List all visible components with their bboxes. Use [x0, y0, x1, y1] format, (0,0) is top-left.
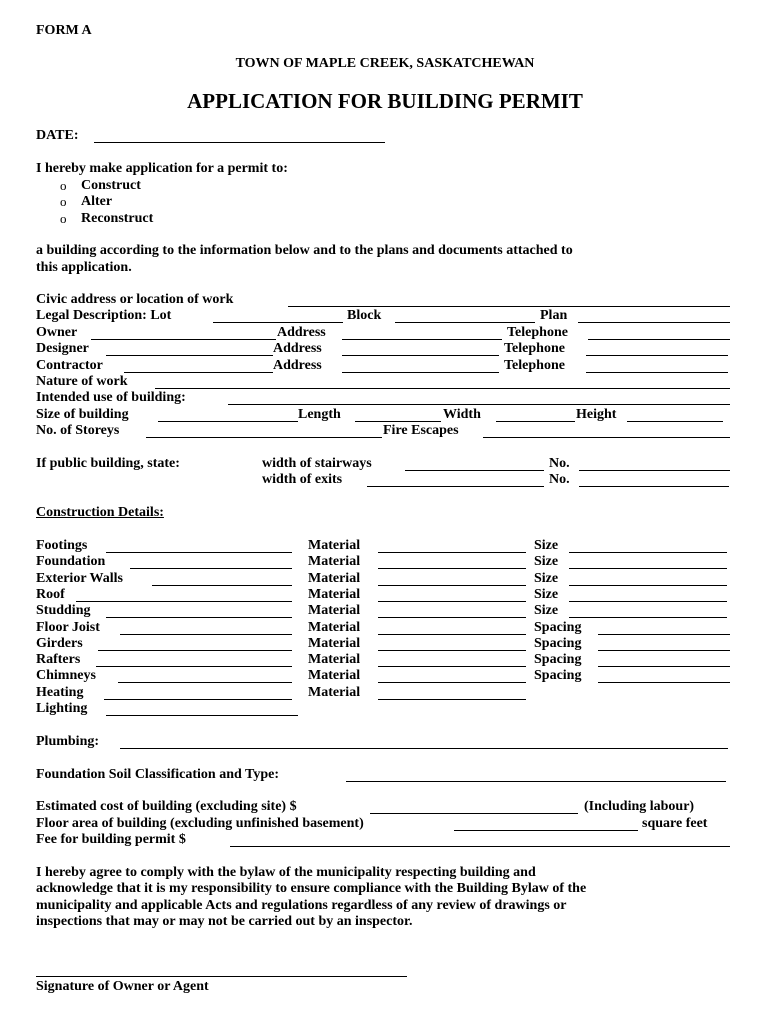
material-field[interactable] — [378, 617, 526, 618]
size-label: Size — [534, 538, 559, 553]
construction-item-label: Exterior Walls — [36, 571, 123, 586]
town-name: TOWN OF MAPLE CREEK, SASKATCHEWAN — [235, 56, 535, 71]
material-label: Material — [308, 636, 361, 651]
material-label: Material — [308, 668, 361, 683]
exits-no-label: No. — [549, 472, 570, 487]
material-field[interactable] — [378, 666, 526, 667]
construction-item-label: Footings — [36, 538, 88, 553]
width-label: Width — [443, 407, 481, 422]
material-field[interactable] — [378, 552, 526, 553]
height-label: Height — [576, 407, 617, 422]
construction-item-label: Roof — [36, 587, 65, 602]
size-field[interactable] — [569, 568, 727, 569]
soil-label: Foundation Soil Classification and Type: — [36, 767, 279, 782]
floor-area-label: Floor area of building (excluding unfinished basement) — [36, 816, 364, 831]
material-label: Material — [308, 652, 361, 667]
agreement-line: inspections that may or may not be carried out by an inspector. — [36, 914, 413, 929]
material-field[interactable] — [378, 585, 526, 586]
option-circle-icon[interactable]: o — [60, 178, 67, 193]
contractor-telephone-label: Telephone — [504, 358, 565, 373]
option-alter: Alter — [81, 194, 113, 209]
date-label: DATE: — [36, 128, 79, 143]
lot-field[interactable] — [213, 322, 343, 323]
agreement-line: municipality and applicable Acts and regulations regardless of any review of drawings or — [36, 898, 567, 913]
size-label: Size — [534, 571, 559, 586]
civic-address-field[interactable] — [288, 306, 730, 307]
material-label: Material — [308, 603, 361, 618]
size-of-building-label: Size of building — [36, 407, 129, 422]
form-label: FORM A — [36, 23, 92, 38]
nature-of-work-field[interactable] — [155, 388, 730, 389]
block-label: Block — [347, 308, 382, 323]
material-label: Material — [308, 554, 361, 569]
construction-item-label: Heating — [36, 685, 84, 700]
legal-description-label: Legal Description: Lot — [36, 308, 172, 323]
construction-item-field[interactable] — [104, 699, 292, 700]
stairways-label: width of stairways — [262, 456, 372, 471]
designer-label: Designer — [36, 341, 89, 356]
designer-address-field[interactable] — [342, 355, 499, 356]
signature-field[interactable] — [36, 976, 407, 977]
construction-item-label: Foundation — [36, 554, 106, 569]
intro-text: I hereby make application for a permit to: — [36, 161, 288, 176]
construction-item-field[interactable] — [96, 666, 292, 667]
construction-item-label: Rafters — [36, 652, 81, 667]
construction-item-field[interactable] — [106, 617, 292, 618]
spacing-label: Spacing — [534, 620, 582, 635]
designer-address-label: Address — [273, 341, 322, 356]
spacing-field[interactable] — [598, 650, 730, 651]
contractor-label: Contractor — [36, 358, 103, 373]
plumbing-label: Plumbing: — [36, 734, 100, 749]
exits-label: width of exits — [262, 472, 343, 487]
owner-label: Owner — [36, 325, 78, 340]
size-field[interactable] — [569, 617, 727, 618]
owner-field[interactable] — [91, 339, 276, 340]
contractor-field[interactable] — [124, 372, 273, 373]
owner-address-label: Address — [277, 325, 326, 340]
material-field[interactable] — [378, 568, 526, 569]
construction-item-label: Studding — [36, 603, 91, 618]
cost-label: Estimated cost of building (excluding site) $ — [36, 799, 297, 814]
option-circle-icon[interactable]: o — [60, 211, 67, 226]
spacing-label: Spacing — [534, 668, 582, 683]
nature-of-work-label: Nature of work — [36, 374, 128, 389]
stairways-no-field[interactable] — [579, 470, 730, 471]
intended-use-label: Intended use of building: — [36, 390, 186, 405]
cost-field[interactable] — [370, 813, 578, 814]
block-field[interactable] — [395, 322, 535, 323]
fee-label: Fee for building permit $ — [36, 832, 186, 847]
storeys-label: No. of Storeys — [36, 423, 120, 438]
contractor-address-label: Address — [273, 358, 322, 373]
height-field[interactable] — [627, 421, 723, 422]
construction-item-field[interactable] — [106, 552, 292, 553]
spacing-field[interactable] — [598, 682, 730, 683]
description-line: a building according to the information below and to the plans and documents attached to — [36, 243, 573, 258]
designer-field[interactable] — [106, 355, 273, 356]
construction-item-label: Girders — [36, 636, 83, 651]
floor-area-suffix: square feet — [642, 816, 708, 831]
exits-no-field[interactable] — [579, 486, 729, 487]
material-field[interactable] — [378, 682, 526, 683]
material-field[interactable] — [378, 634, 526, 635]
material-label: Material — [308, 538, 361, 553]
construction-item-label: Floor Joist — [36, 620, 100, 635]
option-circle-icon[interactable]: o — [60, 194, 67, 209]
plan-field[interactable] — [578, 322, 730, 323]
construction-item-label: Lighting — [36, 701, 88, 716]
contractor-address-field[interactable] — [342, 372, 499, 373]
size-label: Size — [534, 603, 559, 618]
fee-field[interactable] — [230, 846, 730, 847]
spacing-field[interactable] — [598, 634, 730, 635]
construction-item-field[interactable] — [98, 650, 292, 651]
floor-area-field[interactable] — [454, 830, 638, 831]
owner-address-field[interactable] — [342, 339, 502, 340]
stairways-no-label: No. — [549, 456, 570, 471]
size-field[interactable] — [569, 585, 727, 586]
option-reconstruct: Reconstruct — [81, 211, 154, 226]
civic-address-label: Civic address or location of work — [36, 292, 234, 307]
spacing-label: Spacing — [534, 652, 582, 667]
storeys-field[interactable] — [146, 437, 382, 438]
construction-item-field[interactable] — [152, 585, 292, 586]
width-field[interactable] — [496, 421, 575, 422]
page-title: APPLICATION FOR BUILDING PERMIT — [187, 89, 583, 113]
stairways-field[interactable] — [405, 470, 544, 471]
designer-telephone-field[interactable] — [586, 355, 728, 356]
material-field[interactable] — [378, 601, 526, 602]
construction-item-field[interactable] — [130, 568, 292, 569]
material-label: Material — [308, 571, 361, 586]
material-label: Material — [308, 685, 361, 700]
length-field[interactable] — [355, 421, 441, 422]
owner-telephone-label: Telephone — [507, 325, 568, 340]
length-label: Length — [298, 407, 341, 422]
fire-escapes-label: Fire Escapes — [383, 423, 459, 438]
plumbing-field[interactable] — [120, 748, 728, 749]
construction-item-label: Chimneys — [36, 668, 96, 683]
construction-item-field[interactable] — [76, 601, 292, 602]
intended-use-field[interactable] — [228, 404, 730, 405]
construction-item-field[interactable] — [118, 682, 292, 683]
size-label: Size — [534, 554, 559, 569]
description-line: this application. — [36, 260, 132, 275]
contractor-telephone-field[interactable] — [586, 372, 728, 373]
agreement-line: acknowledge that it is my responsibility to ensure compliance with the Building Bylaw of the — [36, 881, 587, 896]
exits-field[interactable] — [367, 486, 544, 487]
material-field[interactable] — [378, 699, 526, 700]
size-label: Size — [534, 587, 559, 602]
cost-suffix: (Including labour) — [584, 799, 695, 814]
construction-heading: Construction Details: — [36, 505, 164, 520]
agreement-line: I hereby agree to comply with the bylaw of the municipality respecting building and — [36, 865, 536, 880]
date-field[interactable] — [94, 142, 385, 143]
material-label: Material — [308, 587, 361, 602]
spacing-label: Spacing — [534, 636, 582, 651]
option-construct: Construct — [81, 178, 141, 193]
size-of-building-field[interactable] — [158, 421, 298, 422]
size-field[interactable] — [569, 601, 727, 602]
signature-label: Signature of Owner or Agent — [36, 979, 209, 994]
owner-telephone-field[interactable] — [588, 339, 730, 340]
material-label: Material — [308, 620, 361, 635]
construction-item-field[interactable] — [106, 715, 298, 716]
public-building-label: If public building, state: — [36, 456, 180, 471]
size-field[interactable] — [569, 552, 727, 553]
plan-label: Plan — [540, 308, 568, 323]
designer-telephone-label: Telephone — [504, 341, 565, 356]
construction-item-field[interactable] — [120, 634, 292, 635]
material-field[interactable] — [378, 650, 526, 651]
fire-escapes-field[interactable] — [483, 437, 730, 438]
soil-field[interactable] — [346, 781, 726, 782]
spacing-field[interactable] — [598, 666, 730, 667]
